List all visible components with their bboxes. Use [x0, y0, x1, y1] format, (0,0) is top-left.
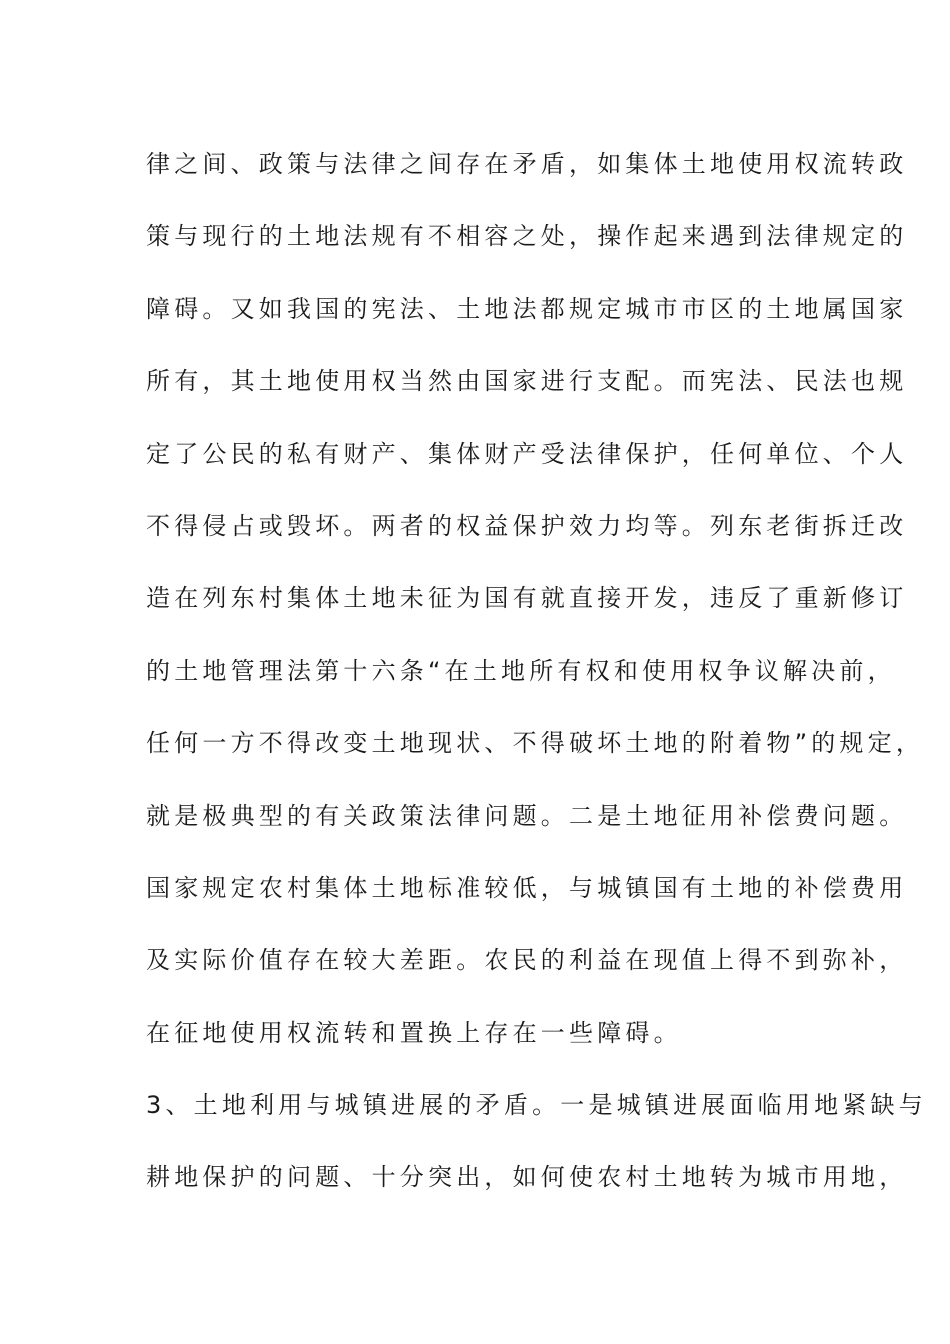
text-line-8: 的土地管理法第十六条“在土地所有权和使用权争议解决前， — [146, 656, 896, 685]
text-line-5: 定了公民的私有财产、集体财产受法律保护，任何单位、个人 — [146, 439, 908, 468]
body-text — [146, 128, 927, 1214]
text-line-2: 策与现行的土地法规有不相容之处，操作起来遇到法律规定的 — [146, 222, 908, 251]
text-line-15: 耕地保护的问题、十分突出，如何使农村土地转为城市用地， — [146, 1163, 908, 1192]
text-line-12: 及实际价值存在较大差距。农民的利益在现值上得不到弥补， — [146, 946, 908, 975]
text-line-1: 律之间、政策与法律之间存在矛盾，如集体土地使用权流转政 — [146, 150, 908, 178]
text-line-7: 造在列东村集体土地未征为国有就直接开发，违反了重新修订 — [146, 584, 908, 613]
text-line-14: 3、土地利用与城镇进展的矛盾。一是城镇进展面临用地紧缺与 — [146, 1091, 927, 1120]
text-line-3: 障碍。又如我国的宪法、土地法都规定城市市区的土地属国家 — [146, 294, 908, 323]
text-line-6: 不得侵占或毁坏。两者的权益保护效力均等。列东老街拆迁改 — [146, 511, 908, 540]
text-line-10: 就是极典型的有关政策法律问题。二是土地征用补偿费问题。 — [146, 801, 908, 830]
text-line-11: 国家规定农村集体土地标准较低，与城镇国有土地的补偿费用 — [146, 873, 908, 902]
text-line-4: 所有，其土地使用权当然由国家进行支配。而宪法、民法也规 — [146, 367, 908, 396]
text-line-9: 任何一方不得改变土地现状、不得破坏土地的附着物”的规定， — [146, 729, 925, 758]
text-line-13: 在征地使用权流转和置换上存在一些障碍。 — [146, 1018, 682, 1047]
